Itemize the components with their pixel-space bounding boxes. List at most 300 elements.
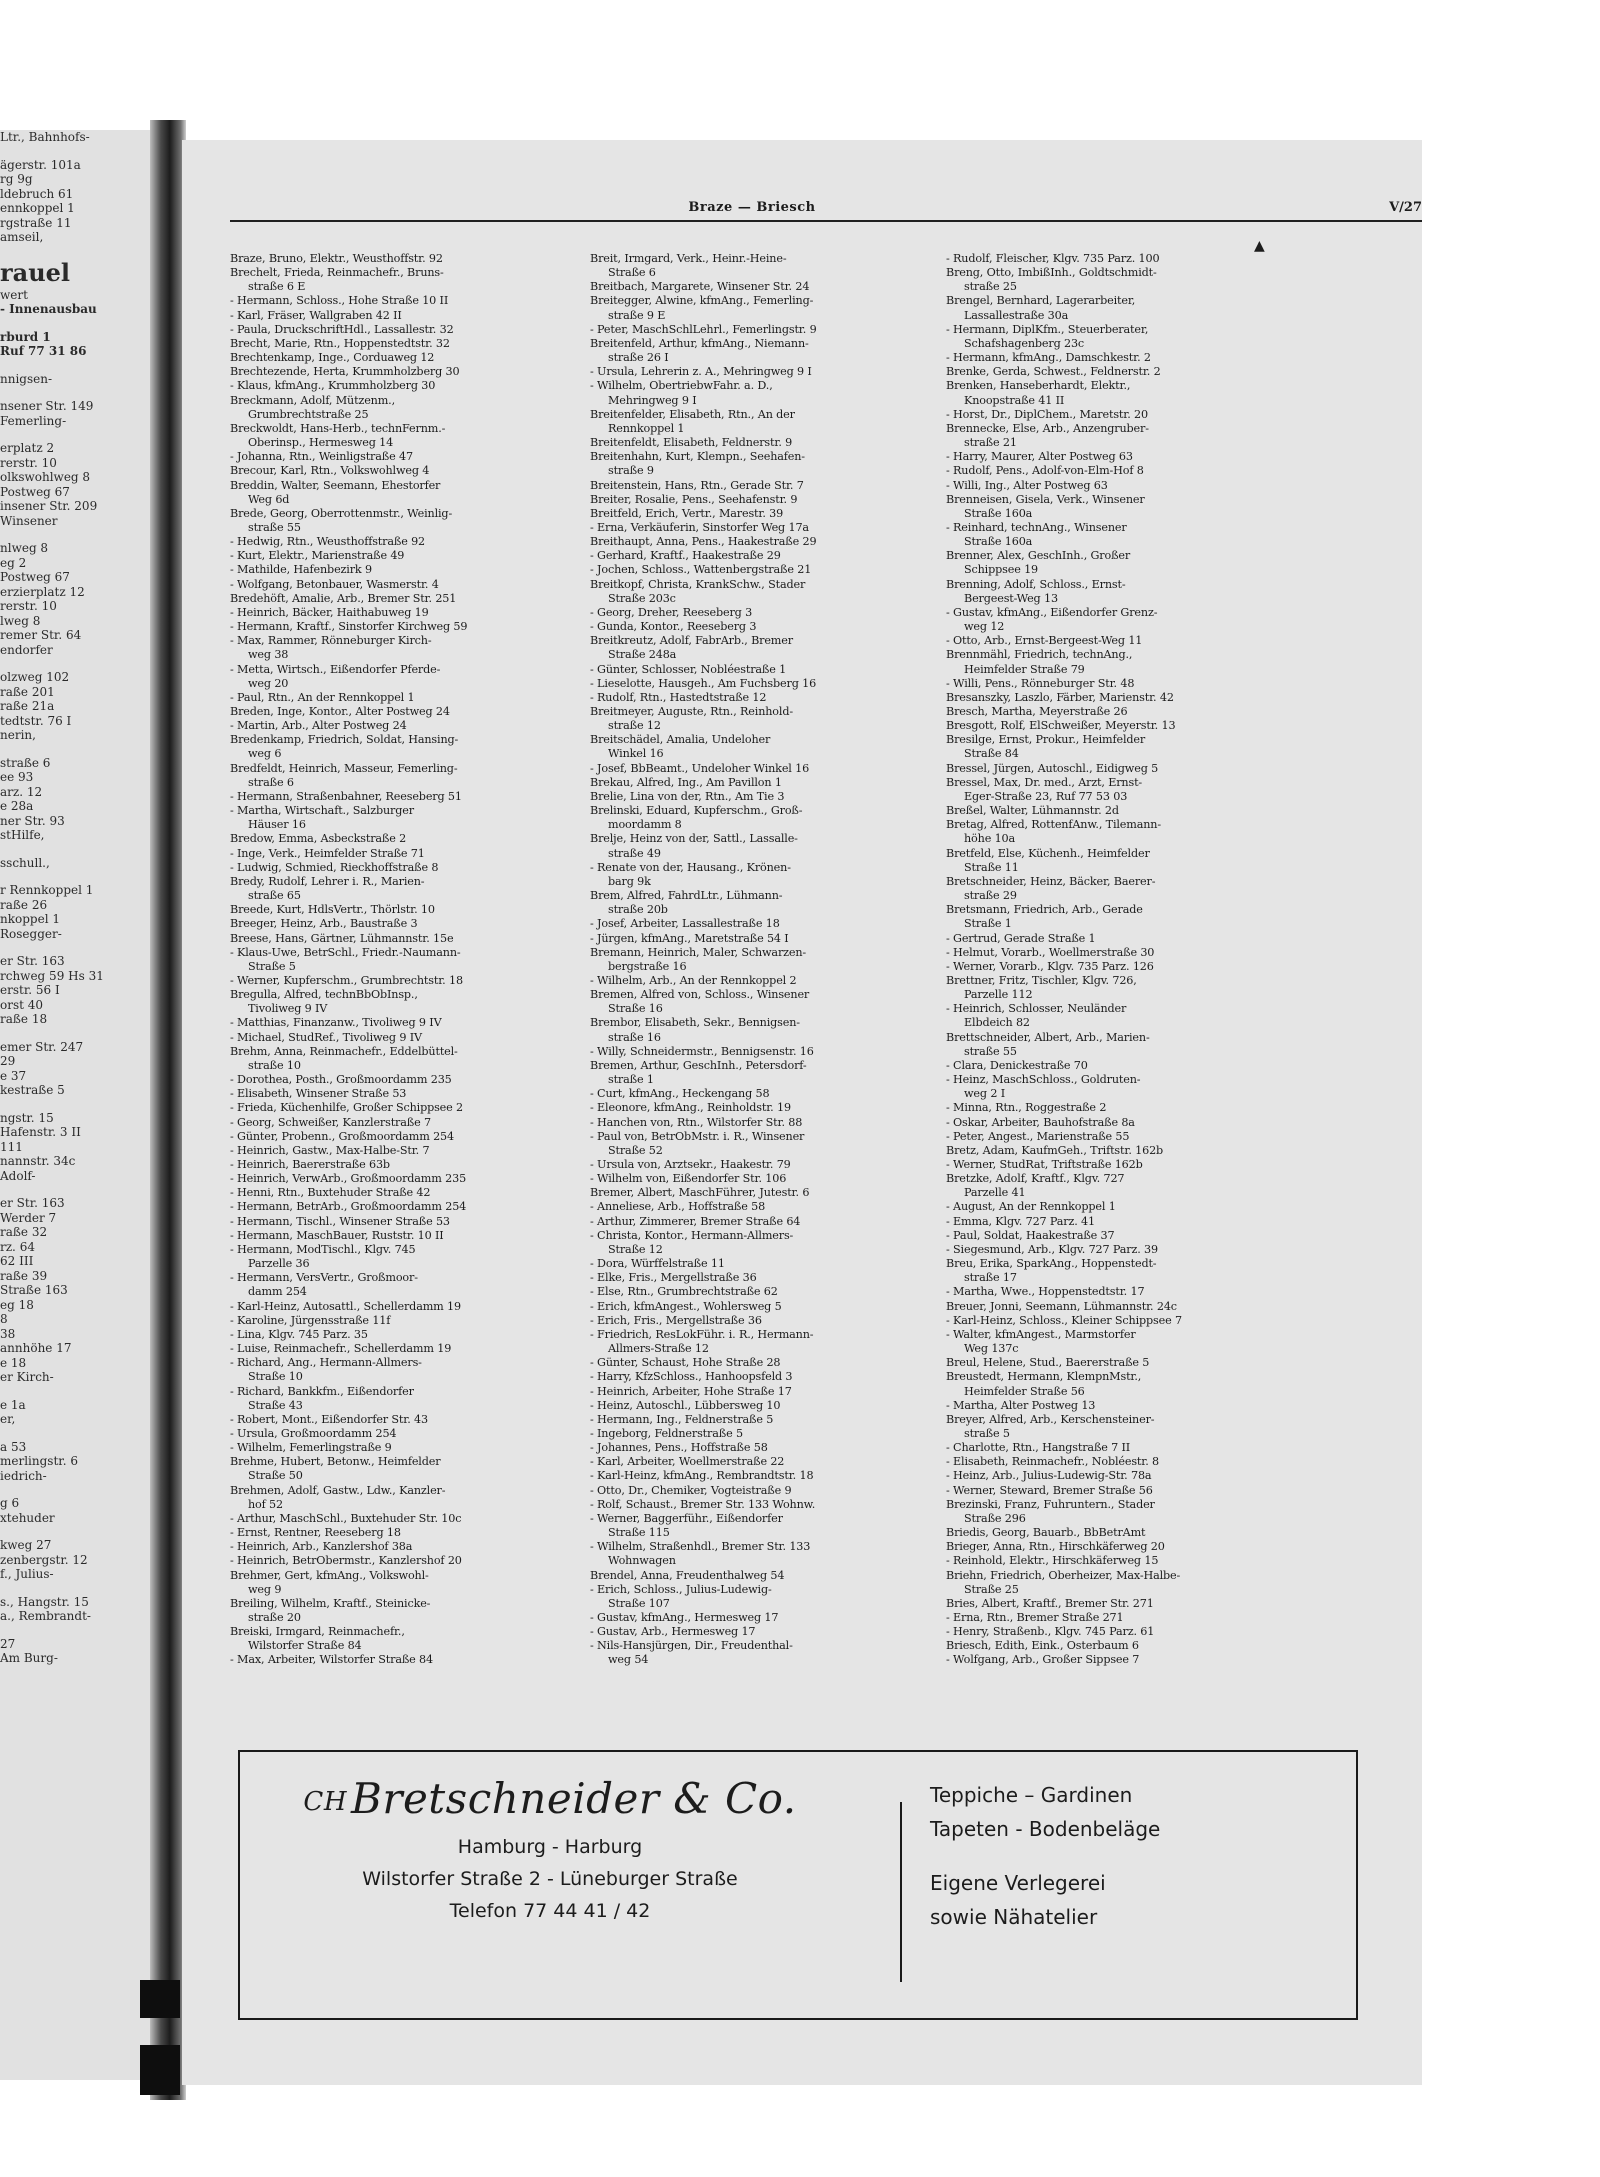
- previous-page-line: er Str. 163: [0, 1196, 65, 1210]
- directory-entry-line: - Gerhard, Kraftf., Haakestraße 29: [590, 549, 781, 563]
- directory-entry-line: - Werner, StudRat, Triftstraße 162b: [946, 1158, 1143, 1171]
- directory-entry-line: - Matthias, Finanzanw., Tivoliweg 9 IV: [230, 1016, 442, 1030]
- directory-entry-line: Bresch, Martha, Meyerstraße 26: [946, 705, 1128, 718]
- directory-entry-line: - Charlotte, Rtn., Hangstraße 7 II: [946, 1441, 1131, 1455]
- directory-entry-line: Breitmeyer, Auguste, Rtn., Reinhold-: [590, 705, 793, 718]
- directory-entry-line: Breu, Erika, SparkAng., Hoppenstedt-: [946, 1257, 1157, 1271]
- directory-entry-line: Bretzke, Adolf, Kraftf., Klgv. 727: [946, 1172, 1125, 1186]
- directory-entry-line: Breckmann, Adolf, Mützenm.,: [230, 393, 395, 407]
- directory-entry-line: Wohnwagen: [608, 1554, 676, 1568]
- directory-entry-line: weg 9: [248, 1582, 282, 1596]
- previous-page-line: stHilfe,: [0, 828, 45, 842]
- previous-page-line: orst 40: [0, 997, 44, 1012]
- directory-entry-line: - Heinrich, Arbeiter, Hohe Straße 17: [590, 1384, 792, 1398]
- previous-page-line: remer Str. 64: [0, 628, 82, 642]
- directory-entry-line: - Reinhold, Elektr., Hirschkäferweg 15: [946, 1554, 1159, 1568]
- directory-entry-line: - Eleonore, kfmAng., Reinholdstr. 19: [590, 1101, 791, 1115]
- directory-entry-line: - Heinrich, Baererstraße 63b: [230, 1158, 390, 1171]
- directory-entry-line: - Metta, Wirtsch., Eißendorfer Pferde-: [230, 662, 441, 676]
- previous-page-line: eg 2: [0, 555, 27, 570]
- directory-entry-line: Brehmer, Gert, kfmAng., Volkswohl-: [230, 1568, 429, 1582]
- previous-page-line: wert: [0, 287, 28, 302]
- directory-entry-line: Braze, Bruno, Elektr., Weusthoffstr. 92: [230, 252, 443, 265]
- directory-entry-line: Straße 16: [608, 1002, 663, 1016]
- previous-page-line: e 37: [0, 1068, 27, 1083]
- previous-page-line: 8: [0, 1312, 8, 1326]
- directory-entry-line: - Lina, Klgv. 745 Parz. 35: [230, 1327, 368, 1341]
- directory-entry-line: Bergeest-Weg 13: [964, 591, 1058, 605]
- directory-entry-line: Bressel, Jürgen, Autoschl., Eidigweg 5: [946, 761, 1159, 775]
- directory-entry-line: - Otto, Arb., Ernst-Bergeest-Weg 11: [946, 634, 1143, 648]
- previous-page-line: arz. 12: [0, 784, 43, 799]
- directory-entry-line: Brenneisen, Gisela, Verk., Winsener: [946, 492, 1145, 506]
- directory-entry-line: weg 20: [248, 676, 289, 690]
- directory-entry-line: Breitfeld, Erich, Vertr., Marestr. 39: [590, 506, 784, 520]
- directory-entry-line: - Oskar, Arbeiter, Bauhofstraße 8a: [946, 1115, 1135, 1129]
- directory-entry-line: straße 65: [248, 889, 301, 903]
- directory-entry-line: Rennkoppel 1: [608, 421, 685, 435]
- directory-entry-line: Schafshagenberg 23c: [964, 336, 1085, 350]
- directory-entry-line: - Henry, Straßenb., Klgv. 745 Parz. 61: [946, 1625, 1155, 1639]
- directory-entry-line: Bredehöft, Amalie, Arb., Bremer Str. 251: [230, 591, 457, 605]
- directory-entry-line: - Georg, Schweißer, Kanzlerstraße 7: [230, 1115, 431, 1129]
- directory-entry-line: weg 38: [248, 648, 289, 662]
- directory-entry-line: Weg 6d: [248, 492, 290, 506]
- previous-page-line: raße 21a: [0, 699, 55, 713]
- previous-page-line: e 28a: [0, 799, 34, 813]
- previous-page-line: olkswohlweg 8: [0, 470, 91, 484]
- previous-page-line: nsener Str. 149: [0, 399, 94, 413]
- directory-entry-line: Bredy, Rudolf, Lehrer i. R., Marien-: [230, 874, 425, 888]
- directory-entry-line: Bresanszky, Laszlo, Färber, Marienstr. 42: [946, 690, 1174, 704]
- directory-entry-line: - Gustav, Arb., Hermesweg 17: [590, 1625, 756, 1639]
- directory-entry-line: straße 12: [608, 719, 661, 733]
- directory-entry-line: straße 55: [964, 1044, 1017, 1058]
- directory-entry-line: - Karl-Heinz, Autosattl., Schellerdamm 19: [230, 1299, 461, 1313]
- directory-entry-line: straße 29: [964, 889, 1017, 903]
- previous-page-line: erzierplatz 12: [0, 584, 85, 599]
- directory-entry-line: - Wilhelm, ObertriebwFahr. a. D.,: [590, 379, 773, 393]
- directory-entry-line: Brezinski, Franz, Fuhruntern., Stader: [946, 1497, 1155, 1511]
- directory-entry-line: Brenke, Gerda, Schwest., Feldnerstr. 2: [946, 365, 1161, 379]
- directory-entry-line: Brehme, Hubert, Betonw., Heimfelder: [230, 1455, 441, 1469]
- directory-entry-line: - Heinrich, Arb., Kanzlershof 38a: [230, 1540, 413, 1554]
- directory-entry-line: Straße 160a: [964, 506, 1033, 520]
- directory-entry-line: Straße 10: [248, 1370, 303, 1384]
- previous-page-line: Postweg 67: [0, 570, 70, 584]
- directory-entry-line: straße 9: [608, 464, 654, 478]
- directory-entry-line: - Heinz, MaschSchloss., Goldruten-: [946, 1073, 1141, 1087]
- directory-entry-line: - Mathilde, Hafenbezirk 9: [230, 563, 372, 577]
- directory-entry-line: Straße 12: [608, 1242, 663, 1256]
- directory-entry-line: - Heinrich, Bäcker, Haithabuweg 19: [230, 605, 429, 619]
- directory-entry-line: - Rolf, Schaust., Bremer Str. 133 Wohnw.: [590, 1497, 816, 1511]
- product-line-1: Teppiche – Gardinen: [930, 1783, 1133, 1807]
- directory-entry-line: - Arthur, Zimmerer, Bremer Straße 64: [590, 1214, 801, 1228]
- directory-entry-line: Oberinsp., Hermesweg 14: [248, 436, 394, 450]
- directory-entry-line: Brelje, Heinz von der, Sattl., Lassalle-: [590, 832, 798, 846]
- directory-entry-line: Breul, Helene, Stud., Baererstraße 5: [946, 1356, 1150, 1370]
- previous-page-line: zenbergstr. 12: [0, 1552, 88, 1567]
- directory-entry-line: - Erna, Verkäuferin, Sinstorfer Weg 17a: [590, 520, 809, 534]
- advertisement-left: [270, 1770, 830, 1927]
- previous-page-line: a., Rembrandt-: [0, 1609, 91, 1623]
- directory-entry-line: Breitenhahn, Kurt, Klempn., Seehafen-: [590, 450, 805, 464]
- directory-entry-line: - Heinrich, Schlosser, Neuländer: [946, 1002, 1127, 1016]
- directory-entry-line: - Günter, Schlosser, Nobléestraße 1: [590, 662, 787, 676]
- directory-entry-line: - Gustav, kfmAng., Eißendorfer Grenz-: [946, 605, 1158, 619]
- previous-page-line: Hafenstr. 3 II: [0, 1125, 81, 1139]
- directory-entry-line: Brede, Georg, Oberrottenmstr., Weinlig-: [230, 506, 453, 520]
- directory-entry-line: - Hermann, VersVertr., Großmoor-: [230, 1271, 418, 1285]
- previous-page-line: a 53: [0, 1439, 27, 1454]
- directory-entry-line: barg 9k: [608, 874, 651, 888]
- directory-entry-line: straße 20: [248, 1611, 301, 1624]
- directory-entry-line: weg 6: [248, 747, 282, 761]
- directory-entry-line: Brehmen, Adolf, Gastw., Ldw., Kanzler-: [230, 1483, 446, 1497]
- directory-entry-line: Mehringweg 9 I: [608, 393, 697, 407]
- company-phone: Telefon 77 44 41 / 42: [449, 1900, 651, 1922]
- previous-page-line: 38: [0, 1326, 16, 1341]
- directory-entry-line: Straße 25: [964, 1582, 1019, 1596]
- directory-entry-line: - Hermann, ModTischl., Klgv. 745: [230, 1242, 416, 1256]
- directory-entry-line: - Paul von, BetrObMstr. i. R., Winsener: [590, 1129, 805, 1143]
- previous-page-line: Ruf 77 31 86: [0, 344, 87, 358]
- directory-entry-line: - Lieselotte, Hausgeh., Am Fuchsberg 16: [590, 676, 817, 690]
- directory-entry-line: Breustedt, Hermann, KlempnMstr.,: [946, 1370, 1142, 1384]
- directory-entry-line: - Werner, Kupferschm., Grumbrechtstr. 18: [230, 973, 463, 987]
- directory-entry-line: Grumbrechtstraße 25: [248, 407, 369, 421]
- directory-entry-line: Briesch, Edith, Eink., Osterbaum 6: [946, 1639, 1139, 1653]
- directory-entry-line: Brehm, Anna, Reinmachefr., Eddelbüttel-: [230, 1044, 458, 1058]
- directory-entry-line: höhe 10a: [964, 832, 1016, 846]
- directory-entry-line: Brenner, Alex, GeschInh., Großer: [946, 549, 1131, 563]
- directory-entry-line: hof 52: [248, 1497, 283, 1511]
- previous-page-line: nnigsen-: [0, 371, 53, 386]
- directory-entry-line: - Heinrich, VerwArb., Großmoordamm 235: [230, 1172, 467, 1186]
- directory-entry-line: Weg 137c: [964, 1342, 1019, 1356]
- directory-entry-line: - Christa, Kontor., Hermann-Allmers-: [590, 1228, 794, 1242]
- previous-page-line: s., Hangstr. 15: [0, 1594, 89, 1609]
- directory-entry-line: - Elke, Fris., Mergellstraße 36: [590, 1271, 757, 1285]
- directory-entry-line: straße 6 E: [248, 280, 306, 294]
- directory-entry-line: - Robert, Mont., Eißendorfer Str. 43: [230, 1412, 428, 1426]
- directory-entry-line: Brelinski, Eduard, Kupferschm., Groß-: [590, 804, 803, 818]
- directory-entry-line: straße 10: [248, 1058, 301, 1072]
- directory-entry-line: straße 49: [608, 846, 661, 860]
- directory-entry-line: - Hermann, MaschBauer, Ruststr. 10 II: [230, 1228, 444, 1242]
- directory-entry-line: - Paul, Rtn., An der Rennkoppel 1: [230, 690, 415, 704]
- directory-entry-line: - Erich, Fris., Mergellstraße 36: [590, 1313, 762, 1327]
- previous-page-line: sschull.,: [0, 855, 50, 870]
- previous-page-line: Am Burg-: [0, 1651, 58, 1665]
- directory-entry-line: Heimfelder Straße 56: [964, 1384, 1085, 1398]
- previous-page-line: merlingstr. 6: [0, 1454, 78, 1468]
- directory-entry-line: - Georg, Dreher, Reeseberg 3: [590, 605, 753, 619]
- previous-page-line: raße 18: [0, 1012, 48, 1026]
- directory-entry-line: Schippsee 19: [964, 563, 1039, 577]
- previous-page-line: Femerling-: [0, 413, 67, 428]
- header-rule: [230, 220, 1422, 222]
- previous-page-line: erplatz 2: [0, 441, 55, 455]
- previous-page-line: Adolf-: [0, 1168, 36, 1183]
- directory-entry-line: - Werner, Steward, Bremer Straße 56: [946, 1483, 1153, 1497]
- directory-entry-line: - Max, Rammer, Rönneburger Kirch-: [230, 634, 432, 648]
- directory-entry-line: - Klaus, kfmAng., Krummholzberg 30: [230, 379, 436, 393]
- directory-entry-line: - Martha, Wirtschaft., Salzburger: [230, 804, 414, 818]
- previous-page-line: f., Julius-: [0, 1567, 54, 1581]
- directory-entry-line: - Max, Arbeiter, Wilstorfer Straße 84: [230, 1653, 433, 1667]
- directory-entry-line: - Michael, StudRef., Tivoliweg 9 IV: [230, 1030, 422, 1044]
- directory-entry-line: Brennmähl, Friedrich, technAng.,: [946, 648, 1133, 662]
- directory-entry-line: Knoopstraße 41 II: [964, 393, 1065, 407]
- previous-page-line: rburd 1: [0, 329, 51, 344]
- directory-entry-line: Brettschneider, Albert, Arb., Marien-: [946, 1030, 1150, 1044]
- directory-entry-line: - Hermann, Ing., Feldnerstraße 5: [590, 1412, 774, 1426]
- previous-page-line: Postweg 67: [0, 484, 70, 499]
- directory-entry-line: Bretsmann, Friedrich, Arb., Gerade: [946, 903, 1143, 917]
- product-line-2: Tapeten - Bodenbeläge: [930, 1817, 1161, 1841]
- directory-entry-line: straße 20b: [608, 903, 668, 917]
- directory-entry-line: Brekau, Alfred, Ing., Am Pavillon 1: [590, 775, 782, 789]
- directory-entry-line: - Erna, Rtn., Bremer Straße 271: [946, 1611, 1124, 1624]
- previous-page-line: endorfer: [0, 642, 53, 657]
- directory-entry-line: Tivoliweg 9 IV: [248, 1002, 328, 1016]
- directory-entry-line: Brendel, Anna, Freudenthalweg 54: [590, 1568, 785, 1582]
- directory-entry-line: Bretfeld, Else, Küchenh., Heimfelder: [946, 846, 1150, 860]
- directory-entry-line: Straße 115: [608, 1526, 670, 1540]
- directory-entry-line: Bretz, Adam, KaufmGeh., Triftstr. 162b: [946, 1143, 1164, 1157]
- previous-page-line: kestraße 5: [0, 1083, 65, 1097]
- directory-entry-line: - Hermann, DiplKfm., Steuerberater,: [946, 322, 1149, 336]
- directory-entry-line: - Gertrud, Gerade Straße 1: [946, 931, 1096, 945]
- directory-entry-line: - Nils-Hansjürgen, Dir., Freudenthal-: [590, 1639, 793, 1653]
- directory-entry-line: Breckwoldt, Hans-Herb., technFernm.-: [230, 421, 446, 435]
- previous-page-line: Straße 163: [0, 1283, 68, 1297]
- directory-entry-line: - Paula, DruckschriftHdl., Lassallestr. 32: [230, 322, 454, 336]
- previous-page-line: eg 18: [0, 1297, 34, 1312]
- directory-entry-line: - Dora, Würffelstraße 11: [590, 1257, 725, 1271]
- previous-page-line: ldebruch 61: [0, 186, 74, 201]
- directory-entry-line: - Erich, kfmAngest., Wohlersweg 5: [590, 1299, 782, 1313]
- directory-entry-line: Brembor, Elisabeth, Sekr., Bennigsen-: [590, 1016, 800, 1030]
- directory-entry-line: - Hanchen von, Rtn., Wilstorfer Str. 88: [590, 1115, 803, 1129]
- directory-entry-line: weg 2 I: [964, 1087, 1005, 1101]
- previous-page-line: Winsener: [0, 513, 58, 528]
- previous-page-line: 62 III: [0, 1254, 34, 1268]
- directory-entry-line: - Wolfgang, Betonbauer, Wasmerstr. 4: [230, 577, 439, 591]
- directory-entry-line: - Jochen, Schloss., Wattenbergstraße 21: [590, 563, 812, 577]
- directory-entry-line: - Ludwig, Schmied, Rieckhoffstraße 8: [230, 860, 439, 874]
- previous-page-line: ner Str. 93: [0, 813, 65, 828]
- directory-entry-line: Straße 43: [248, 1398, 303, 1412]
- directory-entry-line: - Kurt, Elektr., Marienstraße 49: [230, 549, 405, 563]
- previous-page-line: e 18: [0, 1355, 27, 1370]
- directory-entry-line: - Else, Rtn., Grumbrechtstraße 62: [590, 1285, 778, 1299]
- directory-entry-line: - Hermann, Straßenbahner, Reeseberg 51: [230, 789, 462, 803]
- directory-entry-line: - Peter, Angest., Marienstraße 55: [946, 1129, 1130, 1143]
- directory-entry-line: Parzelle 41: [964, 1186, 1026, 1200]
- directory-entry-line: weg 54: [608, 1653, 649, 1667]
- running-head: [182, 198, 1422, 222]
- directory-entry-line: - Ingeborg, Feldnerstraße 5: [590, 1426, 743, 1440]
- directory-entry-line: - Helmut, Vorarb., Woellmerstraße 30: [946, 945, 1155, 959]
- directory-entry-line: Breitkreutz, Adolf, FabrArb., Bremer: [590, 634, 793, 648]
- directory-entry-line: - Rudolf, Fleischer, Klgv. 735 Parz. 100: [946, 252, 1160, 265]
- directory-entry-line: Winkel 16: [608, 747, 664, 761]
- previous-page-line: rz. 64: [0, 1239, 35, 1254]
- directory-entry-line: - Karl-Heinz, Schloss., Kleiner Schippsee 7: [946, 1313, 1182, 1327]
- directory-entry-line: Breßel, Walter, Lühmannstr. 2d: [946, 804, 1119, 818]
- directory-entry-line: Breitkopf, Christa, KrankSchw., Stader: [590, 577, 806, 591]
- directory-entry-line: Breitenfeld, Arthur, kfmAng., Niemann-: [590, 336, 809, 350]
- company-name: [270, 1770, 830, 1831]
- directory-entry-line: - Josef, Arbeiter, Lassallestraße 18: [590, 917, 780, 931]
- directory-entry-line: Bretschneider, Heinz, Bäcker, Baerer-: [946, 874, 1156, 888]
- directory-entry-line: Bresgott, Rolf, ElSchweißer, Meyerstr. 13: [946, 719, 1176, 733]
- directory-entry-line: Breede, Kurt, HdlsVertr., Thörlstr. 10: [230, 903, 435, 917]
- directory-entry-line: - Friedrich, ResLokFühr. i. R., Hermann-: [590, 1327, 814, 1341]
- directory-entry-line: - Ursula, Lehrerin z. A., Mehringweg 9 I: [590, 365, 812, 379]
- directory-entry-line: Breit, Irmgard, Verk., Heinr.-Heine-: [590, 252, 787, 265]
- directory-entry-line: - Wilhelm, Straßenhdl., Bremer Str. 133: [590, 1540, 811, 1554]
- directory-entry-line: - Wilhelm, Femerlingstraße 9: [230, 1441, 392, 1455]
- directory-entry-line: Parzelle 112: [964, 988, 1033, 1002]
- directory-entry-line: - Wilhelm von, Eißendorfer Str. 106: [590, 1172, 787, 1186]
- directory-entry-line: Bredow, Emma, Asbeckstraße 2: [230, 832, 407, 846]
- directory-entry-line: Wilstorfer Straße 84: [248, 1639, 362, 1653]
- directory-entry-line: Breiski, Irmgard, Reinmachefr.,: [230, 1625, 405, 1639]
- directory-entry-line: - Clara, Denickestraße 70: [946, 1058, 1088, 1072]
- directory-entry-line: - Rudolf, Rtn., Hastedtstraße 12: [590, 690, 767, 704]
- directory-entry-line: Breitschädel, Amalia, Undeloher: [590, 733, 771, 747]
- directory-entry-line: - Johanna, Rtn., Weinligstraße 47: [230, 450, 413, 464]
- directory-entry-line: Breese, Hans, Gärtner, Lühmannstr. 15e: [230, 931, 454, 945]
- directory-entry-line: - Frieda, Küchenhilfe, Großer Schippsee 2: [230, 1101, 463, 1115]
- previous-page-line: rgstraße 11: [0, 215, 72, 230]
- directory-entry-line: Straße 11: [964, 860, 1019, 874]
- directory-entry-line: Breng, Otto, ImbißInh., Goldtschmidt-: [946, 266, 1157, 280]
- directory-entry-line: - Karl, Arbeiter, Woellmerstraße 22: [590, 1455, 785, 1469]
- directory-entry-line: Bretag, Alfred, RottenfAnw., Tilemann-: [946, 818, 1161, 832]
- directory-entry-line: Bries, Albert, Kraftf., Bremer Str. 271: [946, 1596, 1154, 1610]
- previous-page-line: iedrich-: [0, 1468, 47, 1483]
- directory-entry-line: Straße 107: [608, 1596, 670, 1610]
- directory-entry-line: damm 254: [248, 1285, 307, 1299]
- directory-entry-line: Allmers-Straße 12: [608, 1342, 709, 1356]
- directory-entry-line: Straße 1: [964, 917, 1012, 931]
- directory-entry-line: - Minna, Rtn., Roggestraße 2: [946, 1101, 1107, 1115]
- directory-entry-line: - Anneliese, Arb., Hoffstraße 58: [590, 1200, 766, 1214]
- previous-page-line: nannstr. 34c: [0, 1154, 76, 1168]
- previous-page-line: rchweg 59 Hs 31: [0, 968, 104, 983]
- previous-page-line: 29: [0, 1054, 16, 1068]
- directory-entry-line: Breden, Inge, Kontor., Alter Postweg 24: [230, 705, 450, 718]
- directory-entry-line: Breddin, Walter, Seemann, Ehestorfer: [230, 478, 441, 492]
- previous-page-line: kweg 27: [0, 1538, 52, 1552]
- directory-entry-line: Breyer, Alfred, Arb., Kerschensteiner-: [946, 1412, 1155, 1426]
- directory-entry-line: - Henni, Rtn., Buxtehuder Straße 42: [230, 1186, 431, 1200]
- directory-entry-line: Briehn, Friedrich, Oberheizer, Max-Halbe-: [946, 1568, 1181, 1582]
- directory-entry-line: Breitbach, Margarete, Winsener Str. 24: [590, 280, 810, 294]
- directory-entry-line: Bresilge, Ernst, Prokur., Heimfelder: [946, 733, 1146, 747]
- directory-entry-line: - Karl, Fräser, Wallgraben 42 II: [230, 308, 402, 322]
- advertisement-right: [930, 1778, 1330, 1934]
- company-name-text: Bretschneider & Co.: [351, 1774, 797, 1823]
- directory-entry-line: Lassallestraße 30a: [964, 308, 1069, 322]
- previous-page-line: raße 26: [0, 897, 48, 912]
- previous-page-line: ngstr. 15: [0, 1110, 54, 1125]
- directory-entry-line: straße 5: [964, 1426, 1010, 1440]
- directory-entry-line: - Paul, Soldat, Haakestraße 37: [946, 1228, 1115, 1242]
- previous-page-line: er Str. 163: [0, 954, 65, 968]
- directory-entry-line: - Erich, Schloss., Julius-Ludewig-: [590, 1582, 772, 1596]
- binding-tab: [140, 2045, 180, 2095]
- directory-entry-line: - Günter, Probenn., Großmoordamm 254: [230, 1129, 454, 1143]
- directory-entry-line: - Hedwig, Rtn., Weusthoffstraße 92: [230, 535, 426, 549]
- company-city: Hamburg - Harburg: [457, 1836, 643, 1858]
- directory-entry-line: Straße 52: [608, 1143, 663, 1157]
- directory-entry-line: - Heinz, Arb., Julius-Ludewig-Str. 78a: [946, 1469, 1152, 1483]
- previous-page-fragment: [0, 130, 158, 2080]
- book-gutter: [150, 120, 186, 2100]
- previous-page-line: raße 32: [0, 1225, 48, 1239]
- directory-entry-line: Breiling, Wilhelm, Kraftf., Steinicke-: [230, 1596, 431, 1610]
- directory-entry-line: Brenning, Adolf, Schloss., Ernst-: [946, 577, 1126, 591]
- directory-entry-line: Breithaupt, Anna, Pens., Haakestraße 29: [590, 535, 817, 549]
- directory-entry-line: - Willi, Ing., Alter Postweg 63: [946, 478, 1108, 492]
- directory-entry-line: Brennecke, Else, Arb., Anzengruber-: [946, 421, 1149, 435]
- directory-entry-line: Briedis, Georg, Bauarb., BbBetrAmt: [946, 1526, 1146, 1540]
- directory-entry-line: straße 16: [608, 1030, 661, 1044]
- previous-page-line: insener Str. 209: [0, 499, 98, 513]
- directory-entry-line: - Richard, Bankkfm., Eißendorfer: [230, 1384, 414, 1398]
- directory-entry-line: Bregulla, Alfred, technBbObInsp.,: [230, 988, 418, 1002]
- directory-entry-line: - Peter, MaschSchlLehrl., Femerlingstr. 9: [590, 322, 817, 336]
- directory-entry-line: Straße 6: [608, 266, 656, 280]
- directory-entry-line: Breeger, Heinz, Arb., Baustraße 3: [230, 917, 418, 931]
- previous-page-line: rerstr. 10: [0, 455, 57, 470]
- previous-page-line: olzweg 102: [0, 670, 70, 684]
- previous-page-line: annhöhe 17: [0, 1341, 72, 1355]
- directory-column-3: [946, 252, 1276, 1668]
- directory-entry-line: - Siegesmund, Arb., Klgv. 727 Parz. 39: [946, 1242, 1158, 1256]
- directory-entry-line: Straße 160a: [964, 535, 1033, 549]
- directory-column-1: [230, 252, 560, 1668]
- directory-entry-line: - Martha, Alter Postweg 13: [946, 1398, 1096, 1412]
- previous-page-line: lweg 8: [0, 613, 41, 628]
- previous-page-line: emer Str. 247: [0, 1039, 84, 1054]
- header-title: Braze — Briesch: [688, 200, 816, 215]
- previous-page-line: rauel: [0, 257, 71, 287]
- directory-entry-line: Straße 5: [248, 959, 296, 973]
- directory-entry-line: - Inge, Verk., Heimfelder Straße 71: [230, 846, 425, 860]
- directory-entry-line: - Willi, Pens., Rönneburger Str. 48: [946, 676, 1135, 690]
- directory-entry-line: Brem, Alfred, FahrdLtr., Lühmann-: [590, 889, 783, 903]
- directory-entry-line: Straße 50: [248, 1469, 303, 1483]
- directory-entry-line: Breitegger, Alwine, kfmAng., Femerling-: [590, 294, 814, 308]
- directory-entry-line: Bressel, Max, Dr. med., Arzt, Ernst-: [946, 775, 1143, 789]
- directory-entry-line: Brelie, Lina von der, Rtn., Am Tie 3: [590, 789, 785, 803]
- logo-monogram: CH: [303, 1787, 347, 1817]
- directory-entry-line: - Gunda, Kontor., Reeseberg 3: [590, 620, 757, 634]
- advertisement: [238, 1750, 1358, 2020]
- directory-entry-line: Brenken, Hanseberhardt, Elektr.,: [946, 379, 1131, 393]
- directory-entry-line: Brecour, Karl, Rtn., Volkswohlweg 4: [230, 464, 430, 478]
- previous-page-line: tedtstr. 76 I: [0, 713, 72, 728]
- directory-entry-line: - Otto, Dr., Chemiker, Vogteistraße 9: [590, 1483, 792, 1497]
- directory-entry-line: - Curt, kfmAng., Heckengang 58: [590, 1087, 770, 1101]
